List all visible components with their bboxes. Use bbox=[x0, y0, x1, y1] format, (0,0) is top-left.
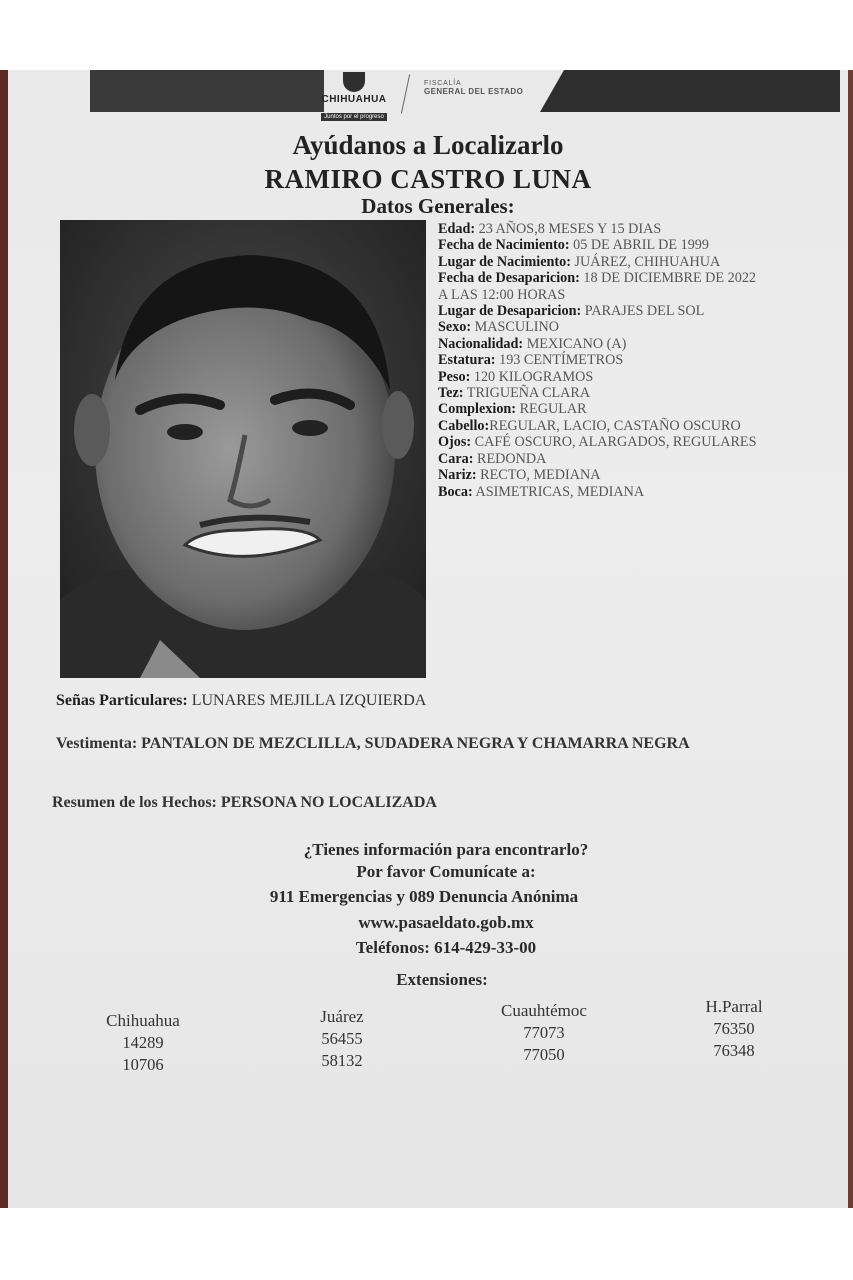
detail-label: Complexion: bbox=[438, 401, 517, 418]
detail-row-tez bbox=[438, 385, 768, 401]
chihuahua-logo bbox=[310, 72, 398, 123]
headline: Ayúdanos a Localizarlo bbox=[292, 130, 564, 160]
detail-row-edad bbox=[438, 221, 768, 237]
person-photo bbox=[60, 220, 426, 678]
detail-label: Sexo: bbox=[438, 319, 472, 336]
detail-label: Lugar de Nacimiento: bbox=[438, 253, 571, 270]
extension-column-parral bbox=[684, 996, 784, 1062]
detail-value: CAFÉ OSCURO, ALARGADOS, REGULARES bbox=[471, 434, 757, 451]
detail-value: REGULAR bbox=[516, 401, 587, 418]
detail-value: TRIGUEÑA CLARA bbox=[463, 385, 591, 402]
resumen-hechos bbox=[52, 794, 437, 812]
detail-value: 05 DE ABRIL DE 1999 bbox=[569, 237, 709, 254]
detail-value: JUÁREZ, CHIHUAHUA bbox=[570, 253, 721, 270]
extensions-label: Extensiones: bbox=[396, 970, 488, 989]
detail-row-lugar-nacimiento bbox=[438, 254, 768, 270]
detail-row-cara bbox=[438, 451, 768, 467]
detail-row-complexion bbox=[438, 401, 768, 417]
extension-number: 76350 bbox=[713, 1019, 755, 1038]
detail-label: Lugar de Desaparicion: bbox=[438, 303, 582, 320]
detail-label: Nariz: bbox=[438, 467, 477, 484]
senas-particulares bbox=[56, 692, 426, 710]
agency-line-2: GENERAL DEL ESTADO bbox=[424, 87, 524, 96]
resumen-value: PERSONA NO LOCALIZADA bbox=[216, 794, 437, 811]
detail-value: MASCULINO bbox=[471, 319, 559, 336]
background-bottom bbox=[0, 1208, 853, 1280]
detail-row-nariz bbox=[438, 467, 768, 483]
detail-row-cabello bbox=[438, 418, 768, 434]
detail-value: 193 CENTÍMETROS bbox=[495, 352, 624, 369]
person-name: RAMIRO CASTRO LUNA bbox=[264, 164, 592, 194]
senas-label: Señas Particulares: bbox=[56, 692, 188, 709]
resumen-label: Resumen de los Hechos: bbox=[52, 794, 217, 811]
contact-question: ¿Tienes información para encontrarlo? bbox=[303, 840, 589, 859]
detail-value: 120 KILOGRAMOS bbox=[470, 368, 594, 385]
detail-value: MEXICANO (A) bbox=[523, 335, 627, 352]
extension-number: 10706 bbox=[122, 1055, 164, 1074]
vestimenta-value: PANTALON DE MEZCLILLA, SUDADERA NEGRA Y CHAMARRA NEGRA bbox=[137, 735, 690, 752]
contact-website: www.pasaeldato.gob.mx bbox=[358, 913, 534, 932]
missing-person-flyer bbox=[8, 70, 848, 1208]
detail-label: Cara: bbox=[438, 450, 474, 467]
detail-row-fecha-desaparicion bbox=[438, 270, 768, 303]
vestimenta bbox=[56, 734, 816, 754]
detail-row-estatura bbox=[438, 352, 768, 368]
detail-label: Cabello: bbox=[438, 417, 490, 434]
detail-value: ASIMETRICAS, MEDIANA bbox=[472, 483, 645, 500]
detail-label: Boca: bbox=[438, 483, 473, 500]
section-title: Datos Generales: bbox=[361, 194, 515, 218]
extension-number: 76348 bbox=[713, 1041, 755, 1060]
detail-label: Nacionalidad: bbox=[438, 335, 524, 352]
detail-label: Tez: bbox=[438, 385, 464, 402]
extension-column-juarez bbox=[292, 1006, 392, 1072]
vestimenta-label: Vestimenta: bbox=[56, 735, 138, 752]
logo-title: CHIHUAHUA bbox=[321, 94, 387, 105]
extension-city: H.Parral bbox=[705, 997, 763, 1016]
portrait-illustration bbox=[60, 220, 426, 678]
detail-value: RECTO, MEDIANA bbox=[476, 467, 601, 484]
senas-value: LUNARES MEJILLA IZQUIERDA bbox=[187, 692, 427, 709]
shield-icon bbox=[343, 72, 365, 92]
extension-city: Juárez bbox=[320, 1007, 364, 1026]
header-band-right bbox=[540, 70, 840, 112]
detail-value: REDONDA bbox=[473, 450, 547, 467]
extension-city: Chihuahua bbox=[106, 1011, 180, 1030]
detail-label: Estatura: bbox=[438, 352, 496, 369]
detail-label: Fecha de Desaparicion: bbox=[438, 270, 580, 287]
agency-name bbox=[424, 80, 523, 96]
logo-subtitle: Juntos por el progreso bbox=[321, 113, 387, 121]
extension-number: 14289 bbox=[122, 1033, 164, 1052]
extension-number: 77050 bbox=[523, 1045, 565, 1064]
contact-phones: Teléfonos: 614-429-33-00 bbox=[355, 938, 537, 957]
header-band-left bbox=[90, 70, 324, 112]
detail-row-nacionalidad bbox=[438, 336, 768, 352]
detail-row-lugar-desaparicion bbox=[438, 303, 768, 319]
detail-row-boca bbox=[438, 484, 768, 500]
detail-value: 18 DE DICIEMBRE DE 2022 A LAS 12:00 HORAS bbox=[438, 270, 757, 303]
detail-row-peso bbox=[438, 369, 768, 385]
agency-line-1: FISCALÍA bbox=[424, 80, 462, 87]
detail-label: Edad: bbox=[438, 221, 476, 237]
extension-number: 77073 bbox=[523, 1023, 565, 1042]
header-divider bbox=[401, 74, 410, 113]
detail-value: REGULAR, LACIO, CASTAÑO OSCURO bbox=[489, 417, 741, 434]
extension-number: 58132 bbox=[321, 1051, 363, 1070]
background-top bbox=[0, 0, 853, 70]
extension-city: Cuauhtémoc bbox=[501, 1001, 587, 1020]
detail-row-sexo bbox=[438, 319, 768, 335]
detail-value: 23 AÑOS,8 MESES Y 15 DIAS bbox=[475, 221, 662, 237]
contact-emergency: 911 Emergencias y 089 Denuncia Anónima bbox=[269, 887, 579, 906]
detail-label: Fecha de Nacimiento: bbox=[438, 237, 570, 254]
extension-column-chihuahua bbox=[88, 1010, 198, 1076]
detail-label: Ojos: bbox=[438, 434, 472, 451]
detail-label: Peso: bbox=[438, 368, 471, 385]
detail-row-ojos bbox=[438, 434, 768, 450]
contact-please: Por favor Comunícate a: bbox=[356, 862, 536, 881]
detail-value: PARAJES DEL SOL bbox=[581, 303, 705, 320]
extension-number: 56455 bbox=[321, 1029, 363, 1048]
extension-column-cuauhtemoc bbox=[474, 1000, 614, 1066]
details-list bbox=[438, 221, 768, 500]
detail-row-fecha-nacimiento bbox=[438, 237, 768, 253]
